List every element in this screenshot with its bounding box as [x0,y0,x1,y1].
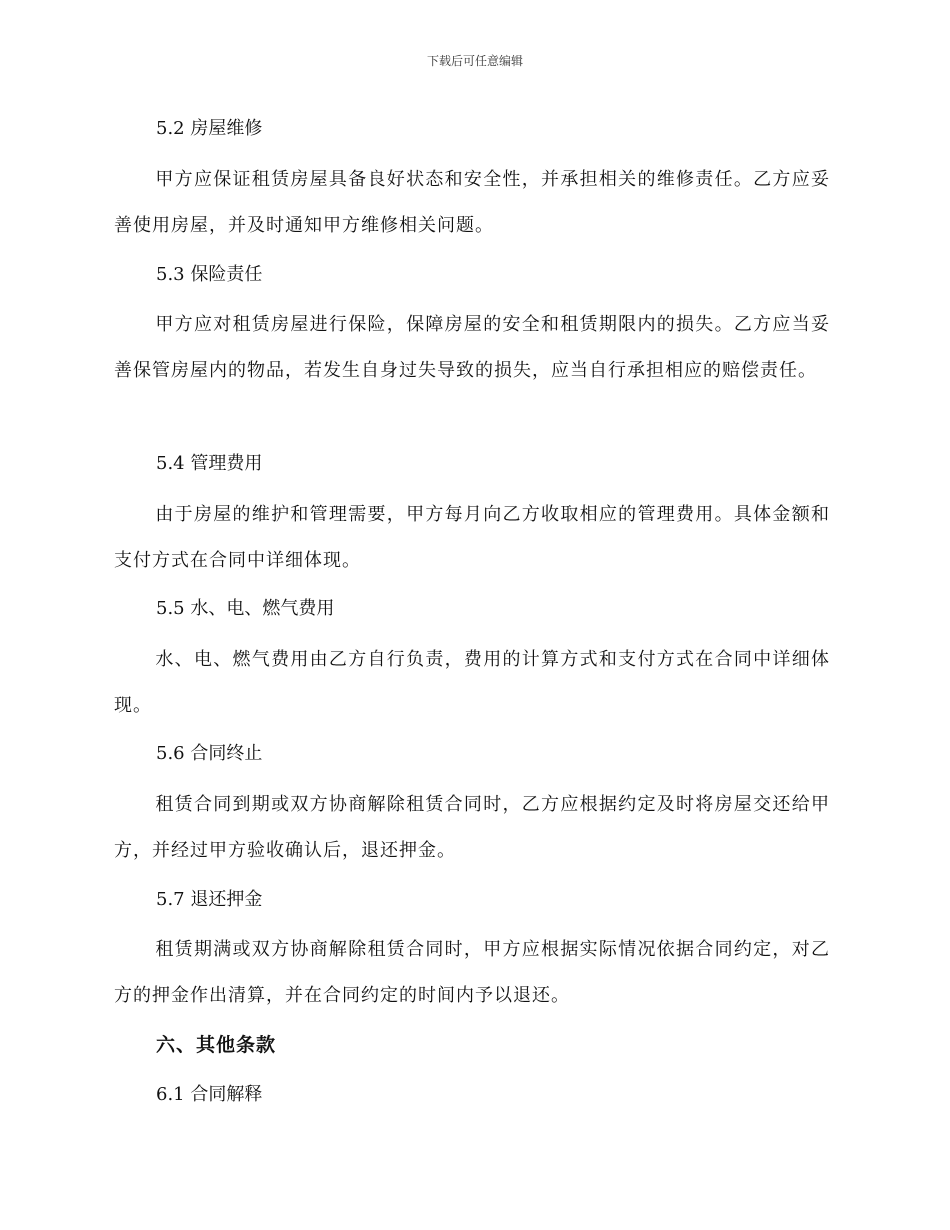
clause-5-6-heading: 5.6 合同终止 [156,743,263,764]
clause-5-7-heading: 5.7 退还押金 [156,889,263,910]
clause-5-5-paragraph: 水、电、燃气费用由乙方自行负责，费用的计算方式和支付方式在合同中详细体现。 [114,649,830,716]
clause-5-2-heading: 5.2 房屋维修 [156,118,263,139]
clause-5-5-heading: 5.5 水、电、燃气费用 [156,598,335,619]
clause-5-4-heading: 5.4 管理费用 [156,453,263,474]
clause-5-7-paragraph: 租赁期满或双方协商解除租赁合同时，甲方应根据实际情况依据合同约定，对乙方的押金作出清算，并在合同约定的时间内予以退还。 [114,939,830,1006]
section-6-heading: 六、其他条款 [156,1034,277,1056]
clause-5-6-paragraph: 租赁合同到期或双方协商解除租赁合同时，乙方应根据约定及时将房屋交还给甲方，并经过甲方验收确认后，退还押金。 [114,794,830,861]
page-header-note: 下载后可任意编辑 [426,54,523,68]
clause-5-2-paragraph: 甲方应保证租赁房屋具备良好状态和安全性，并承担相关的维修责任。乙方应妥善使用房屋，并及时通知甲方维修相关问题。 [114,169,830,236]
clause-5-4-paragraph: 由于房屋的维护和管理需要，甲方每月向乙方收取相应的管理费用。具体金额和支付方式在合同中详细体现。 [114,504,830,571]
clause-5-3-paragraph: 甲方应对租赁房屋进行保险，保障房屋的安全和租赁期限内的损失。乙方应当妥善保管房屋内的物品，若发生自身过失导致的损失，应当自行承担相应的赔偿责任。 [114,314,830,381]
clause-5-3-heading: 5.3 保险责任 [156,264,263,285]
clause-6-1-heading: 6.1 合同解释 [156,1084,263,1105]
